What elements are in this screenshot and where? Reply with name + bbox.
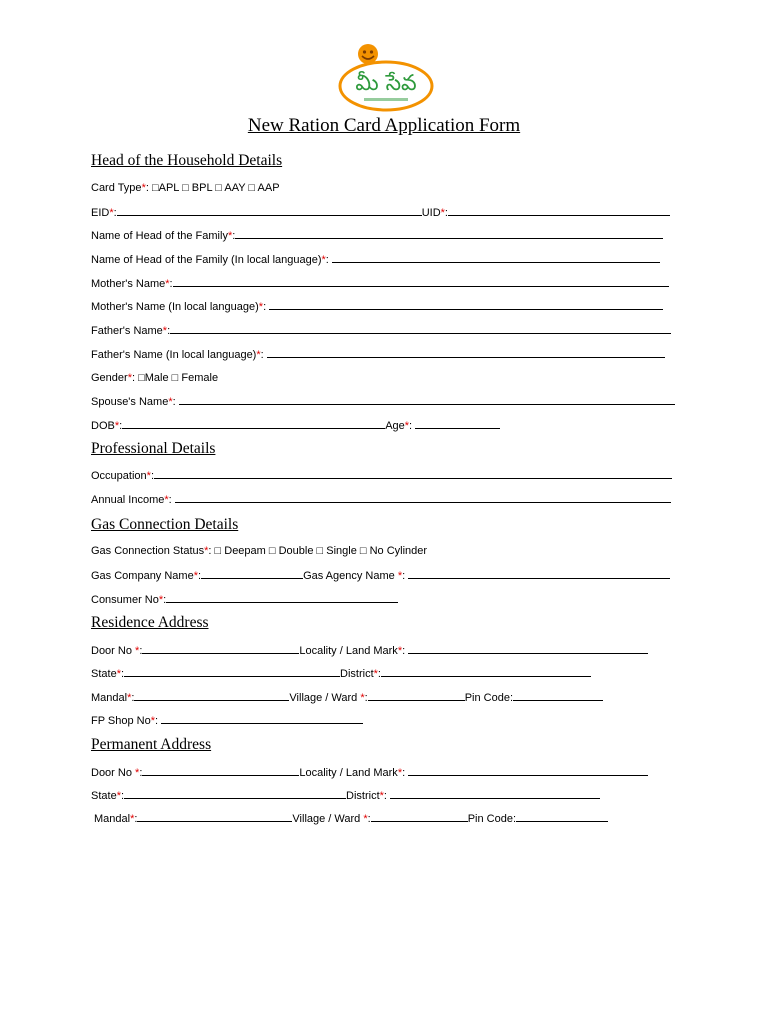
perm-village-field[interactable] xyxy=(371,811,468,822)
mother-name-local-field[interactable] xyxy=(269,299,663,310)
res-locality-field[interactable] xyxy=(408,643,648,654)
consumer-no-field[interactable] xyxy=(166,592,398,603)
checkbox-apl[interactable]: □ xyxy=(151,182,159,194)
perm-pin-field[interactable] xyxy=(516,811,608,822)
section-permanent: Permanent Address xyxy=(91,736,212,753)
perm-state-row: State*: District*: xyxy=(91,788,600,803)
checkbox-no-cylinder[interactable]: □ xyxy=(359,545,367,557)
perm-mandal-field[interactable] xyxy=(137,811,292,822)
perm-district-field[interactable] xyxy=(390,788,600,799)
spouse-name-row: Spouse's Name*: xyxy=(91,394,675,409)
checkbox-deepam[interactable]: □ xyxy=(214,545,222,557)
res-door-field[interactable] xyxy=(142,643,299,654)
section-gas: Gas Connection Details xyxy=(91,516,239,533)
card-type-row: Card Type*: □APL □ BPL □ AAY □ AAP xyxy=(91,182,280,194)
checkbox-double[interactable]: □ xyxy=(268,545,276,557)
income-row: Annual Income*: xyxy=(91,492,671,507)
perm-door-row: Door No *: Locality / Land Mark*: xyxy=(91,765,648,780)
logo-text: మీ సేవ xyxy=(355,71,417,96)
father-name-local-row: Father's Name (In local language)*: xyxy=(91,347,665,362)
uid-field[interactable] xyxy=(448,205,670,216)
perm-door-field[interactable] xyxy=(142,765,299,776)
res-mandal-row: Mandal*: Village / Ward *: Pin Code: xyxy=(91,690,603,705)
checkbox-bpl[interactable]: □ xyxy=(182,182,189,194)
res-door-row: Door No *: Locality / Land Mark*: xyxy=(91,643,648,658)
occupation-row: Occupation*: xyxy=(91,468,672,483)
eid-uid-row: EID*: UID*: xyxy=(91,205,670,220)
age-field[interactable] xyxy=(415,418,500,429)
checkbox-aap[interactable]: □ xyxy=(248,182,256,194)
perm-mandal-row: Mandal*: Village / Ward *: Pin Code: xyxy=(94,811,608,826)
dob-age-row: DOB*: Age*: xyxy=(91,418,500,433)
mother-name-local-row: Mother's Name (In local language)*: xyxy=(91,299,663,314)
perm-state-field[interactable] xyxy=(124,788,346,799)
section-professional: Professional Details xyxy=(91,440,216,457)
res-state-row: State*: District*: xyxy=(91,666,591,681)
res-district-field[interactable] xyxy=(381,666,591,677)
section-residence: Residence Address xyxy=(91,614,209,631)
gender-row: Gender*: □Male □ Female xyxy=(91,372,219,384)
head-name-local-field[interactable] xyxy=(332,252,660,263)
occupation-field[interactable] xyxy=(154,468,672,479)
checkbox-female[interactable]: □ xyxy=(171,372,179,384)
income-field[interactable] xyxy=(175,492,671,503)
mother-name-field[interactable] xyxy=(173,276,669,287)
dob-field[interactable] xyxy=(122,418,385,429)
smiley-icon xyxy=(358,44,378,64)
head-name-row: Name of Head of the Family*: xyxy=(91,228,663,243)
eid-field[interactable] xyxy=(117,205,422,216)
father-name-local-field[interactable] xyxy=(267,347,665,358)
checkbox-male[interactable]: □ xyxy=(138,372,145,384)
res-mandal-field[interactable] xyxy=(134,690,289,701)
res-village-field[interactable] xyxy=(368,690,465,701)
res-state-field[interactable] xyxy=(124,666,340,677)
section-household: Head of the Household Details xyxy=(91,152,283,169)
checkbox-single[interactable]: □ xyxy=(316,545,324,557)
father-name-row: Father's Name*: xyxy=(91,323,671,338)
mother-name-row: Mother's Name*: xyxy=(91,276,669,291)
spouse-name-field[interactable] xyxy=(179,394,675,405)
father-name-field[interactable] xyxy=(170,323,671,334)
mee-seva-logo xyxy=(336,42,436,114)
fp-shop-field[interactable] xyxy=(161,713,363,724)
gas-company-field[interactable] xyxy=(201,568,303,579)
head-name-field[interactable] xyxy=(235,228,663,239)
checkbox-aay[interactable]: □ xyxy=(215,182,222,194)
form-title: New Ration Card Application Form xyxy=(247,115,521,136)
perm-locality-field[interactable] xyxy=(408,765,648,776)
consumer-row: Consumer No*: xyxy=(91,592,398,607)
res-pin-field[interactable] xyxy=(513,690,603,701)
fp-shop-row: FP Shop No*: xyxy=(91,713,363,728)
gas-company-row: Gas Company Name*: Gas Agency Name *: xyxy=(91,568,670,583)
gas-agency-field[interactable] xyxy=(408,568,670,579)
head-name-local-row: Name of Head of the Family (In local language)*: xyxy=(91,252,660,267)
gas-status-row: Gas Connection Status*: □ Deepam □ Double □ Single □ No Cylinder xyxy=(91,545,428,557)
